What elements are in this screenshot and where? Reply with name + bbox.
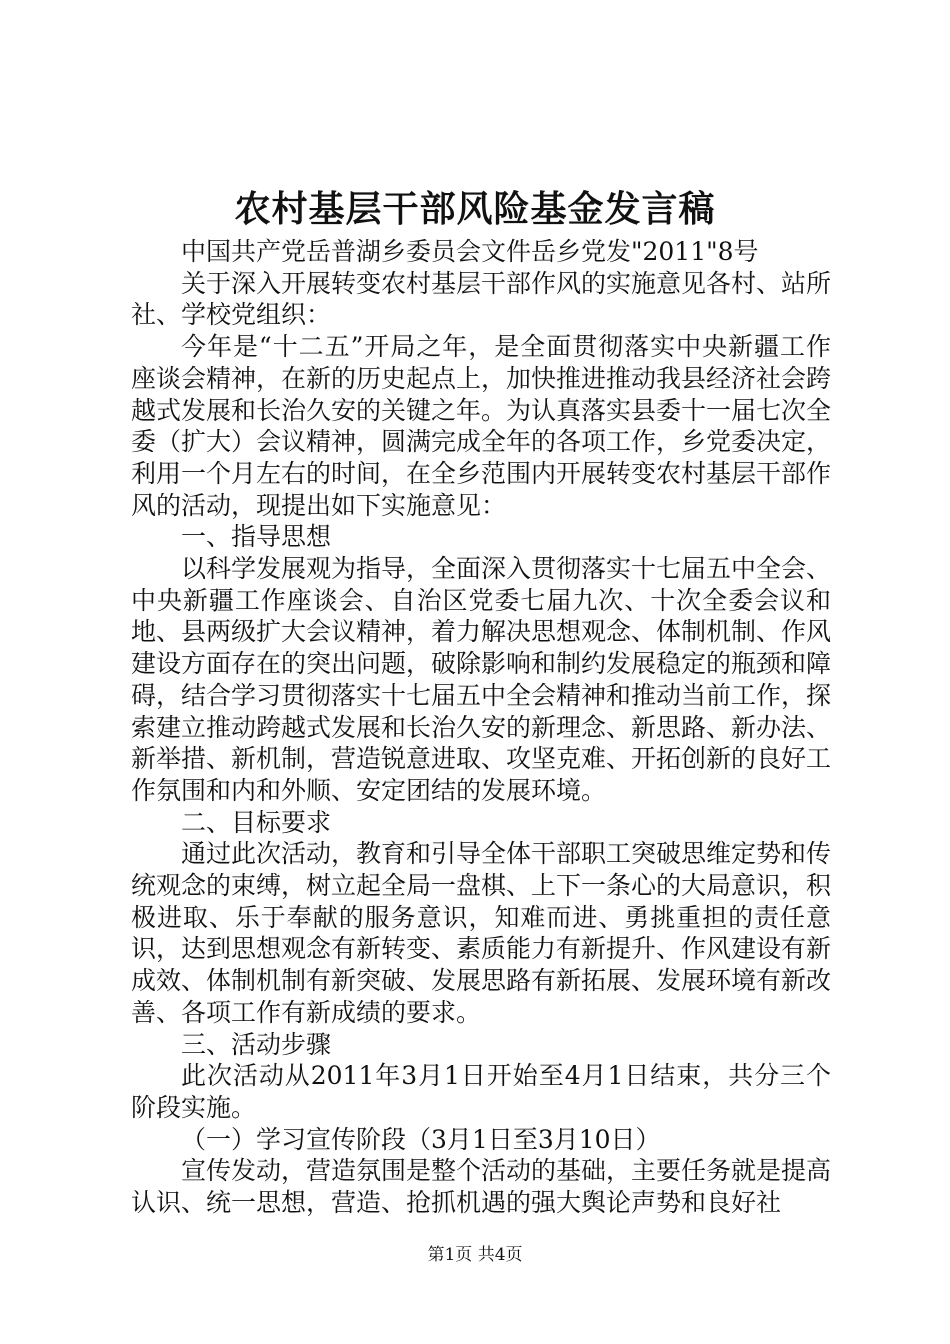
paragraph-goals: 通过此次活动，教育和引导全体干部职工突破思维定势和传统观念的束缚，树立起全局一盘棋、上下一条心的大局意识，积极进取、乐于奉献的服务意识，知难而进、勇挑重担的责任意识，达到思想观念有新转变、素质能力有新提升、作风建设有新成效、体制机制有新突破、发展思路有新拓展、发展环境有新改善、各项工作有新成绩的要求。 bbox=[131, 839, 832, 1027]
paragraph-steps: 此次活动从2011年3月1日开始至4月1日结束，共分三个阶段实施。 bbox=[131, 1061, 831, 1122]
document-title: 农村基层干部风险基金发言稿 bbox=[234, 188, 716, 230]
paragraph-doc-number: 中国共产党岳普湖乡委员会文件岳乡党发"2011"8号 bbox=[181, 237, 759, 266]
heading-steps: 三、活动步骤 bbox=[181, 1029, 332, 1059]
paragraph-study-phase: 宣传发动，营造氛围是整个活动的基础，主要任务就是提高认识、统一思想，营造、抢抓机遇的强大舆论声势和良好社 bbox=[131, 1156, 832, 1218]
page-footer: 第1页 共4页 bbox=[427, 1245, 523, 1265]
paragraph-addressee: 关于深入开展转变农村基层干部作风的实施意见各村、站所社、学校党组织： bbox=[131, 268, 832, 330]
heading-goals: 二、目标要求 bbox=[181, 807, 332, 837]
subheading-study-phase: （一）学习宣传阶段（3月1日至3月10日） bbox=[181, 1124, 661, 1154]
paragraph-intro: 今年是“十二五”开局之年，是全面贯彻落实中央新疆工作座谈会精神，在新的历史起点上，加快推进推动我县经济社会跨越式发展和长治久安的关键之年。为认真落实县委十一届七次全委（扩大）会议精神，圆满完成全年的各项工作，乡党委决定，利用一个月左右的时间，在全乡范围内开展转变农村基层干部作风的活动，现提出如下实施意见： bbox=[131, 332, 832, 520]
document-body bbox=[131, 236, 831, 1219]
paragraph-guiding-thought: 以科学发展观为指导，全面深入贯彻落实十七届五中全会、中央新疆工作座谈会、自治区党委七届九次、十次全委会议和地、县两级扩大会议精神，着力解决思想观念、体制机制、作风建设方面存在的突出问题，破除影响和制约发展稳定的瓶颈和障碍，结合学习贯彻落实十七届五中全会精神和推动当前工作，探索建立推动跨越式发展和长治久安的新理念、新思路、新办法、新举措、新机制，营造锐意进取、攻坚克难、开拓创新的良好工作氛围和内和外顺、安定团结的发展环境。 bbox=[131, 554, 832, 805]
heading-guiding-thought: 一、指导思想 bbox=[181, 522, 332, 552]
